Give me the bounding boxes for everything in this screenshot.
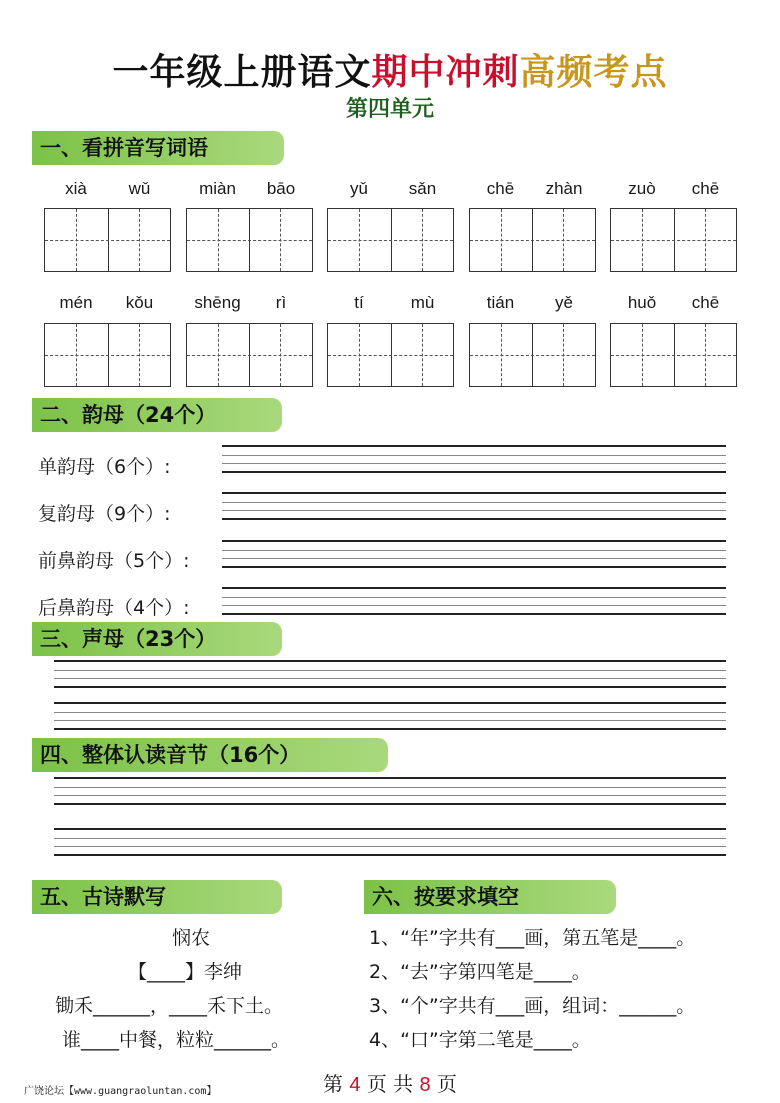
section-banner-whole-syllables: 四、整体认读音节（16个） <box>32 738 388 772</box>
unit-subtitle: 第四单元 <box>345 96 434 122</box>
label-front-nasal-finals: 前鼻韵母（5个）: <box>38 550 190 572</box>
pinyin-label: tí <box>354 293 364 312</box>
writing-lines-back-nasal-finals[interactable] <box>222 587 726 617</box>
poem-title: 悯农 <box>172 927 211 949</box>
poem-author-blank[interactable]: 【____】李绅 <box>128 961 243 983</box>
pinyin-label: zuò <box>628 179 656 198</box>
pinyin-label: kǒu <box>125 293 154 312</box>
pinyin-label: miàn <box>199 179 236 198</box>
tianzige-writing-box[interactable] <box>186 323 313 387</box>
fill-question-3[interactable]: 3、“个”字共有___画，组词：______。 <box>369 995 696 1017</box>
label-compound-finals: 复韵母（9个）: <box>38 503 171 525</box>
tianzige-writing-box[interactable] <box>327 208 454 272</box>
pinyin-label: bāo <box>266 179 296 198</box>
section-banner-fill-blanks: 六、按要求填空 <box>364 880 616 914</box>
pinyin-label: shēng <box>194 293 241 312</box>
writing-lines-initials-1[interactable] <box>54 660 726 690</box>
page-mid: 页 共 <box>366 1072 414 1096</box>
tianzige-writing-box[interactable] <box>610 208 737 272</box>
pinyin-label: chē <box>486 179 515 198</box>
page-number <box>0 1068 780 1097</box>
section-banner-initials: 三、声母（23个） <box>32 622 282 656</box>
pinyin-label: mù <box>410 293 435 312</box>
poem-line-2[interactable]: 谁____中餐，粒粒______。 <box>62 1029 291 1051</box>
writing-lines-single-finals[interactable] <box>222 445 726 475</box>
section-banner-finals: 二、韵母（24个） <box>32 398 282 432</box>
section-banner-pinyin-words: 一、看拼音写词语 <box>32 131 284 165</box>
page-suffix: 页 <box>437 1072 458 1096</box>
pinyin-label: wǔ <box>128 179 151 198</box>
writing-lines-front-nasal-finals[interactable] <box>222 540 726 570</box>
writing-grid-row-2 <box>44 323 744 389</box>
pinyin-label: chē <box>691 293 720 312</box>
pinyin-row-2 <box>44 293 744 315</box>
writing-lines-initials-2[interactable] <box>54 702 726 732</box>
pinyin-label: zhàn <box>545 179 583 198</box>
pinyin-row-1 <box>44 179 744 201</box>
page-title <box>0 44 780 95</box>
pinyin-label: mén <box>59 293 93 312</box>
page-total: 8 <box>419 1074 431 1096</box>
writing-lines-compound-finals[interactable] <box>222 492 726 522</box>
writing-lines-whole-syllables-1[interactable] <box>54 777 726 807</box>
writing-lines-whole-syllables-2[interactable] <box>54 828 726 858</box>
tianzige-writing-box[interactable] <box>469 323 596 387</box>
page-current: 4 <box>349 1074 361 1096</box>
pinyin-label: yě <box>555 293 573 312</box>
title-part-grade: 一年级上册语文 <box>112 52 372 93</box>
title-part-keypoints: 高频考点 <box>519 52 668 93</box>
poem-line-1[interactable]: 锄禾______，____禾下土。 <box>55 995 284 1017</box>
page-prefix: 第 <box>322 1072 343 1096</box>
title-part-midterm: 期中冲刺 <box>371 52 520 93</box>
pinyin-label: huǒ <box>627 293 657 312</box>
fill-question-1[interactable]: 1、“年”字共有___画，第五笔是____。 <box>369 927 696 949</box>
tianzige-writing-box[interactable] <box>44 323 171 387</box>
label-single-finals: 单韵母（6个）: <box>38 456 171 478</box>
site-watermark: 广饶论坛【www.guangraoluntan.com】 <box>24 1086 217 1097</box>
writing-grid-row-1 <box>44 208 744 274</box>
section-banner-ancient-poem: 五、古诗默写 <box>32 880 282 914</box>
fill-question-2[interactable]: 2、“去”字第四笔是____。 <box>369 961 591 983</box>
pinyin-label: sǎn <box>408 179 437 198</box>
pinyin-label: chē <box>691 179 720 198</box>
pinyin-label: rì <box>275 293 287 312</box>
tianzige-writing-box[interactable] <box>469 208 596 272</box>
pinyin-label: tián <box>486 293 515 312</box>
tianzige-writing-box[interactable] <box>186 208 313 272</box>
fill-question-4[interactable]: 4、“口”字第二笔是____。 <box>369 1029 591 1051</box>
tianzige-writing-box[interactable] <box>327 323 454 387</box>
pinyin-label: yǔ <box>350 179 368 198</box>
pinyin-label: xià <box>65 179 87 198</box>
label-back-nasal-finals: 后鼻韵母（4个）: <box>38 597 190 619</box>
tianzige-writing-box[interactable] <box>44 208 171 272</box>
tianzige-writing-box[interactable] <box>610 323 737 387</box>
